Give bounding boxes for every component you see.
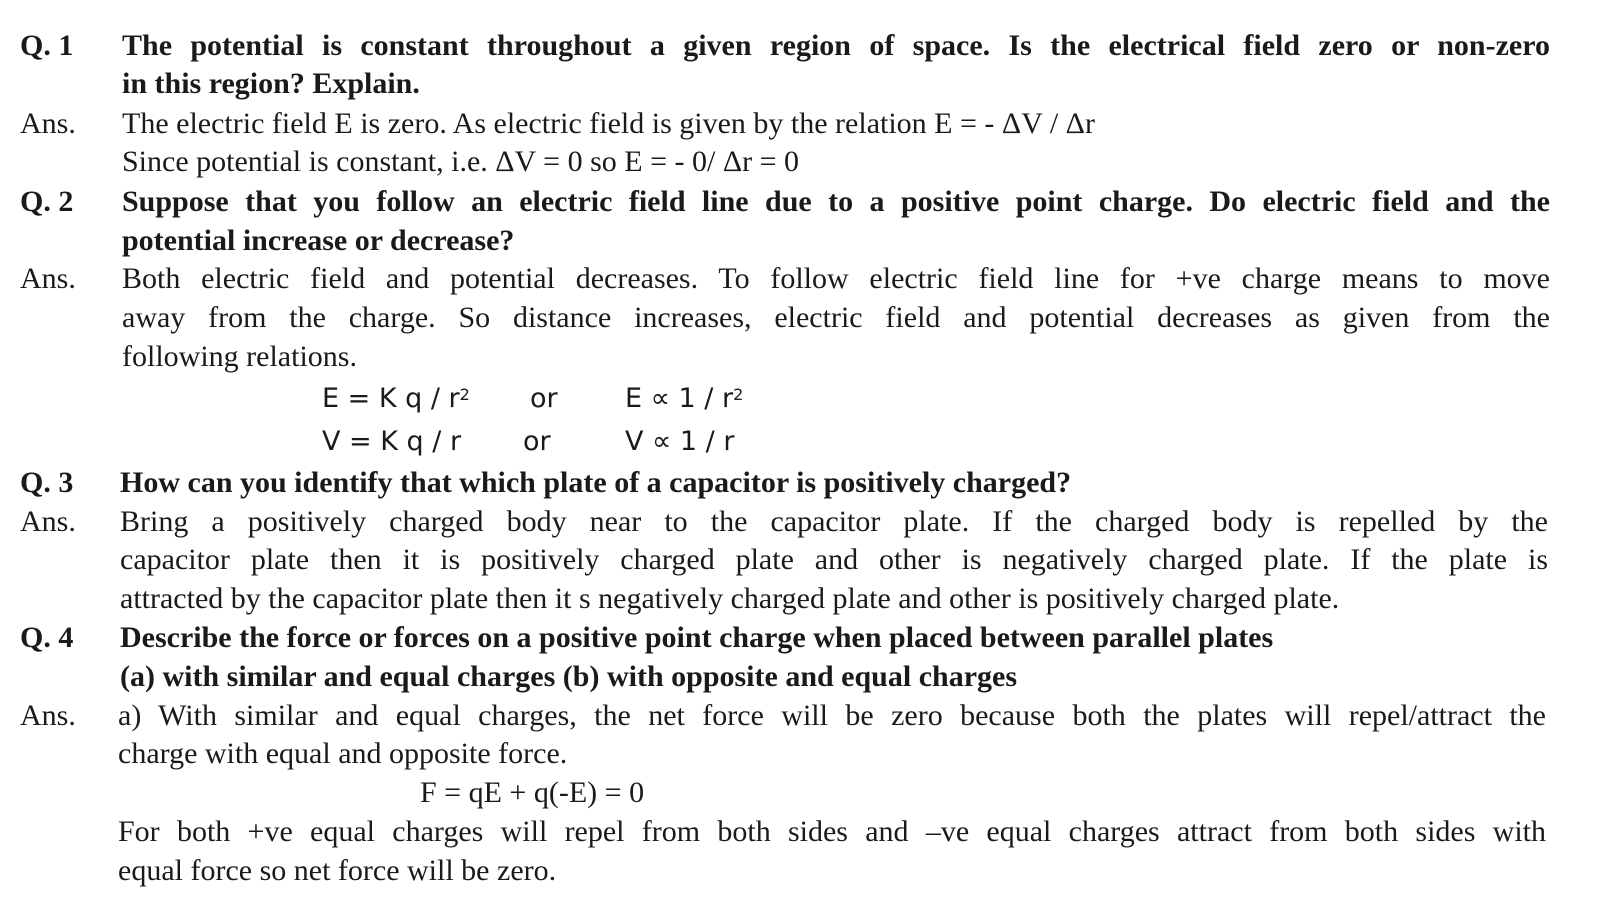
q4-answer-line-2: charge with equal and opposite force. — [118, 737, 568, 770]
q4-question-line-2: (a) with similar and equal charges (b) with opposite and equal charges — [120, 660, 1018, 693]
q3-answer-label: Ans. — [20, 505, 76, 538]
q2-equation-1-left: E = K q / $r^2$ — [322, 383, 470, 414]
q3-question-line-1: How can you identify that which plate of a capacitor is positively charged? — [120, 466, 1072, 499]
q2-question-line-2: potential increase or decrease? — [122, 224, 515, 257]
q2-equation-2-or: or — [523, 426, 551, 457]
q4-answer-label: Ans. — [20, 699, 76, 732]
q1-question-line-1: The potential is constant throughout a given region of space. Is the electrical field zero or non-zero — [122, 29, 1550, 62]
q2-equation-2-left: V = K q / r — [322, 426, 462, 457]
q1-answer-label: Ans. — [20, 107, 76, 140]
q3-answer-line-3: attracted by the capacitor plate then it s negatively charged plate and other is positively charged plate. — [120, 582, 1340, 615]
q4-question-line-1: Describe the force or forces on a positive point charge when placed between parallel plates — [120, 621, 1274, 654]
q2-answer-line-2: away from the charge. So distance increases, electric field and potential decreases as given from the — [122, 301, 1550, 334]
q3-answer-line-2: capacitor plate then it is positively charged plate and other is negatively charged plate. If the plate is — [120, 543, 1548, 576]
q4-answer-line-1: a) With similar and equal charges, the net force will be zero because both the plates will repel/attract the — [118, 699, 1546, 732]
q2-answer-line-3: following relations. — [122, 340, 357, 373]
q4-answer-line-4: equal force so net force will be zero. — [118, 854, 557, 887]
q2-equation-2-right: V ∝ 1 / r — [625, 426, 735, 457]
q1-answer-line-1: The electric field E is zero. As electric field is given by the relation E = - ΔV / Δr — [122, 107, 1095, 140]
q1-question-line-2: in this region? Explain. — [122, 67, 420, 100]
q2-answer-line-1: Both electric field and potential decreases. To follow electric field line for +ve charge means to move — [122, 262, 1550, 295]
q1-answer-line-2: Since potential is constant, i.e. ΔV = 0 so E = - 0/ Δr = 0 — [122, 145, 800, 178]
q1-label: Q. 1 — [20, 29, 74, 62]
q2-label: Q. 2 — [20, 185, 74, 218]
q3-answer-line-1: Bring a positively charged body near to the capacitor plate. If the charged body is repelled by the — [120, 505, 1548, 538]
q4-label: Q. 4 — [20, 621, 74, 654]
q3-label: Q. 3 — [20, 466, 74, 499]
q4-answer-line-3: For both +ve equal charges will repel from both sides and –ve equal charges attract from both sides with — [118, 815, 1546, 848]
q2-question-line-1: Suppose that you follow an electric field line due to a positive point charge. Do electric field and the — [122, 185, 1550, 218]
q2-equation-1-or: or — [530, 383, 558, 414]
q2-equation-1-right: $E \propto 1 / r^2$ — [625, 383, 744, 414]
q4-equation: F = qE + q(-E) = 0 — [420, 776, 645, 809]
q2-answer-label: Ans. — [20, 262, 76, 295]
